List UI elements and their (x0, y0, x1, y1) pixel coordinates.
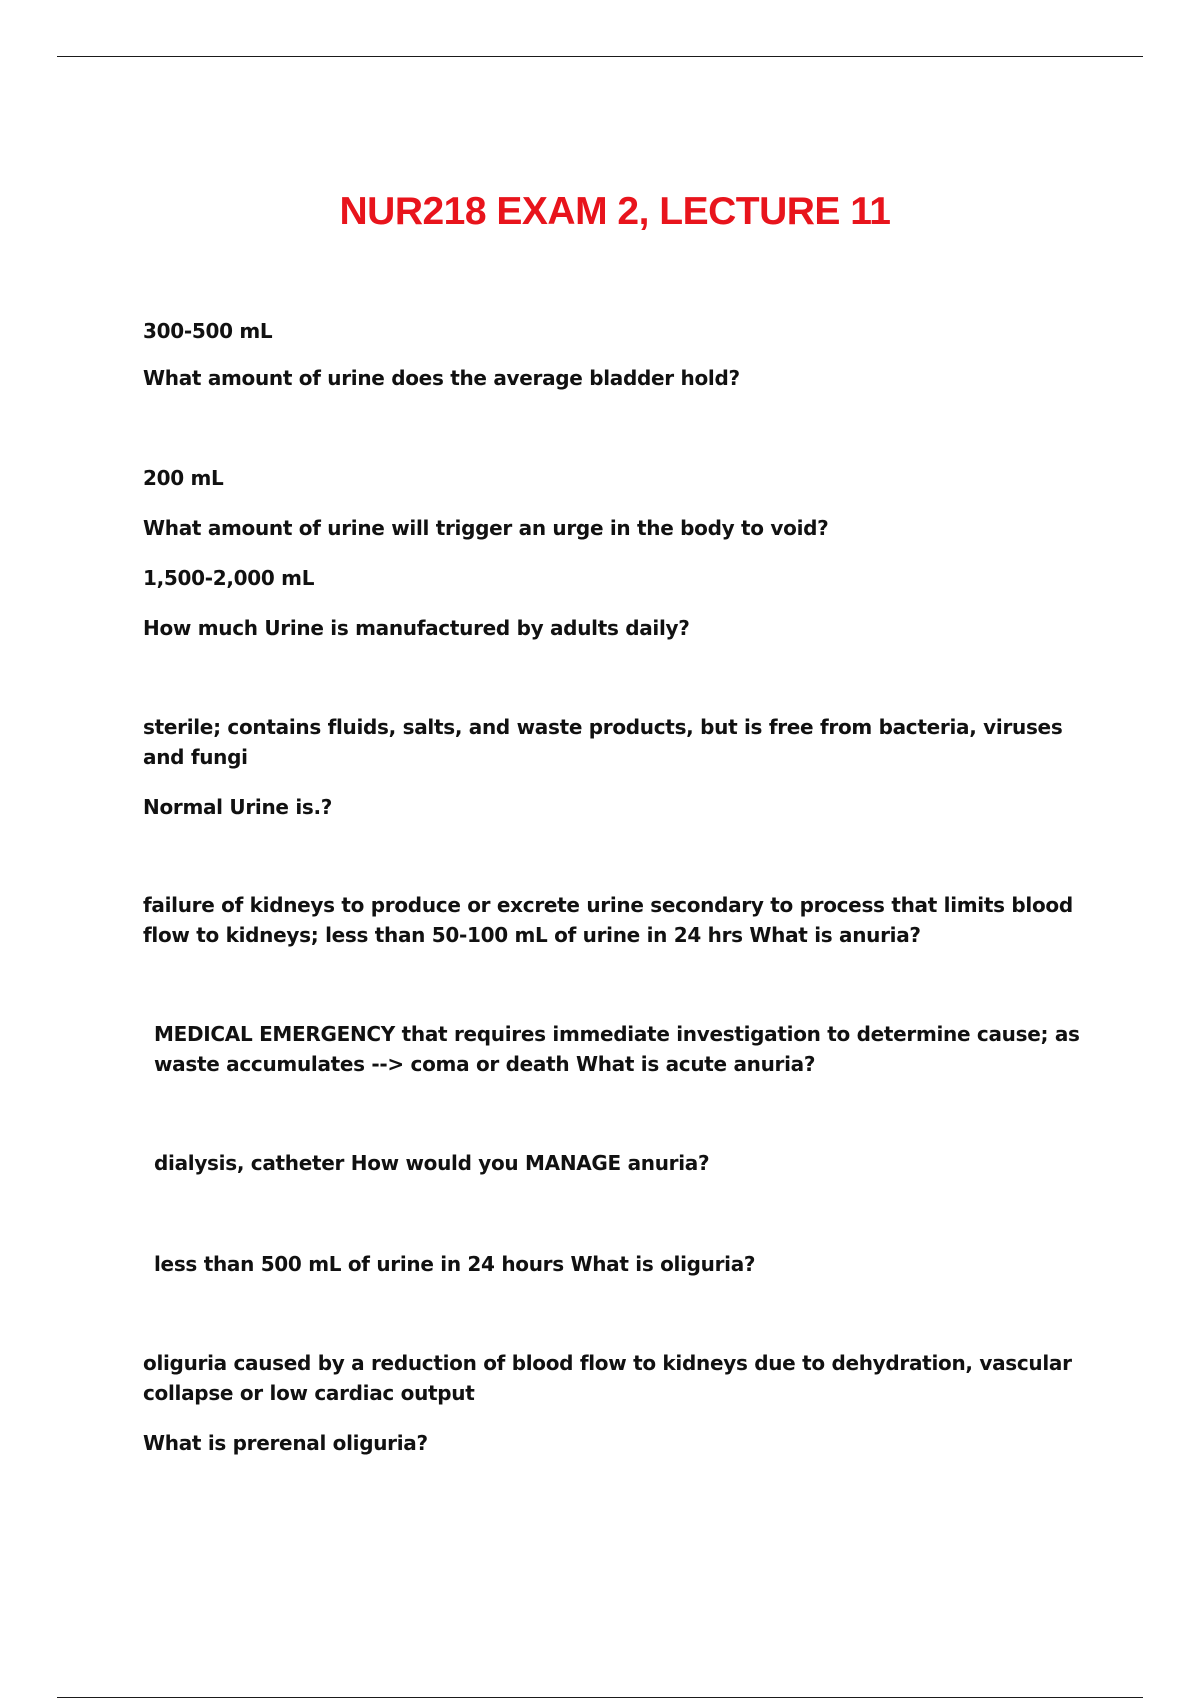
answer-line: sterile; contains fluids, salts, and waste products, but is free from bacteria, viruses and fungi (143, 715, 1063, 769)
question-line: What is prerenal oliguria? (143, 1431, 428, 1455)
question-line: What amount of urine will trigger an urge in the body to void? (143, 516, 829, 540)
answer-line: oliguria caused by a reduction of blood flow to kidneys due to dehydration, vascular collapse or low cardiac output (143, 1351, 1072, 1405)
document-title: NUR218 EXAM 2, LECTURE 11 (339, 190, 891, 233)
qa-line: MEDICAL EMERGENCY that requires immediate investigation to determine cause; as waste accumulates --> coma or death What is acute anuria? (154, 1022, 1080, 1076)
question-line: How much Urine is manufactured by adults daily? (143, 616, 690, 640)
question-line: Normal Urine is.? (143, 795, 333, 819)
qa-line: less than 500 mL of urine in 24 hours What is oliguria? (154, 1252, 756, 1276)
bottom-divider (57, 1697, 1143, 1698)
qa-line: failure of kidneys to produce or excrete urine secondary to process that limits blood flow to kidneys; less than 50-100 mL of urine in 24 hrs What is anuria? (143, 893, 1073, 947)
answer-line: 300-500 mL (143, 319, 273, 343)
answer-line: 200 mL (143, 466, 224, 490)
question-line: What amount of urine does the average bladder hold? (143, 366, 740, 390)
top-divider (57, 56, 1143, 57)
qa-line: dialysis, catheter How would you MANAGE anuria? (154, 1151, 710, 1175)
answer-line: 1,500-2,000 mL (143, 566, 315, 590)
